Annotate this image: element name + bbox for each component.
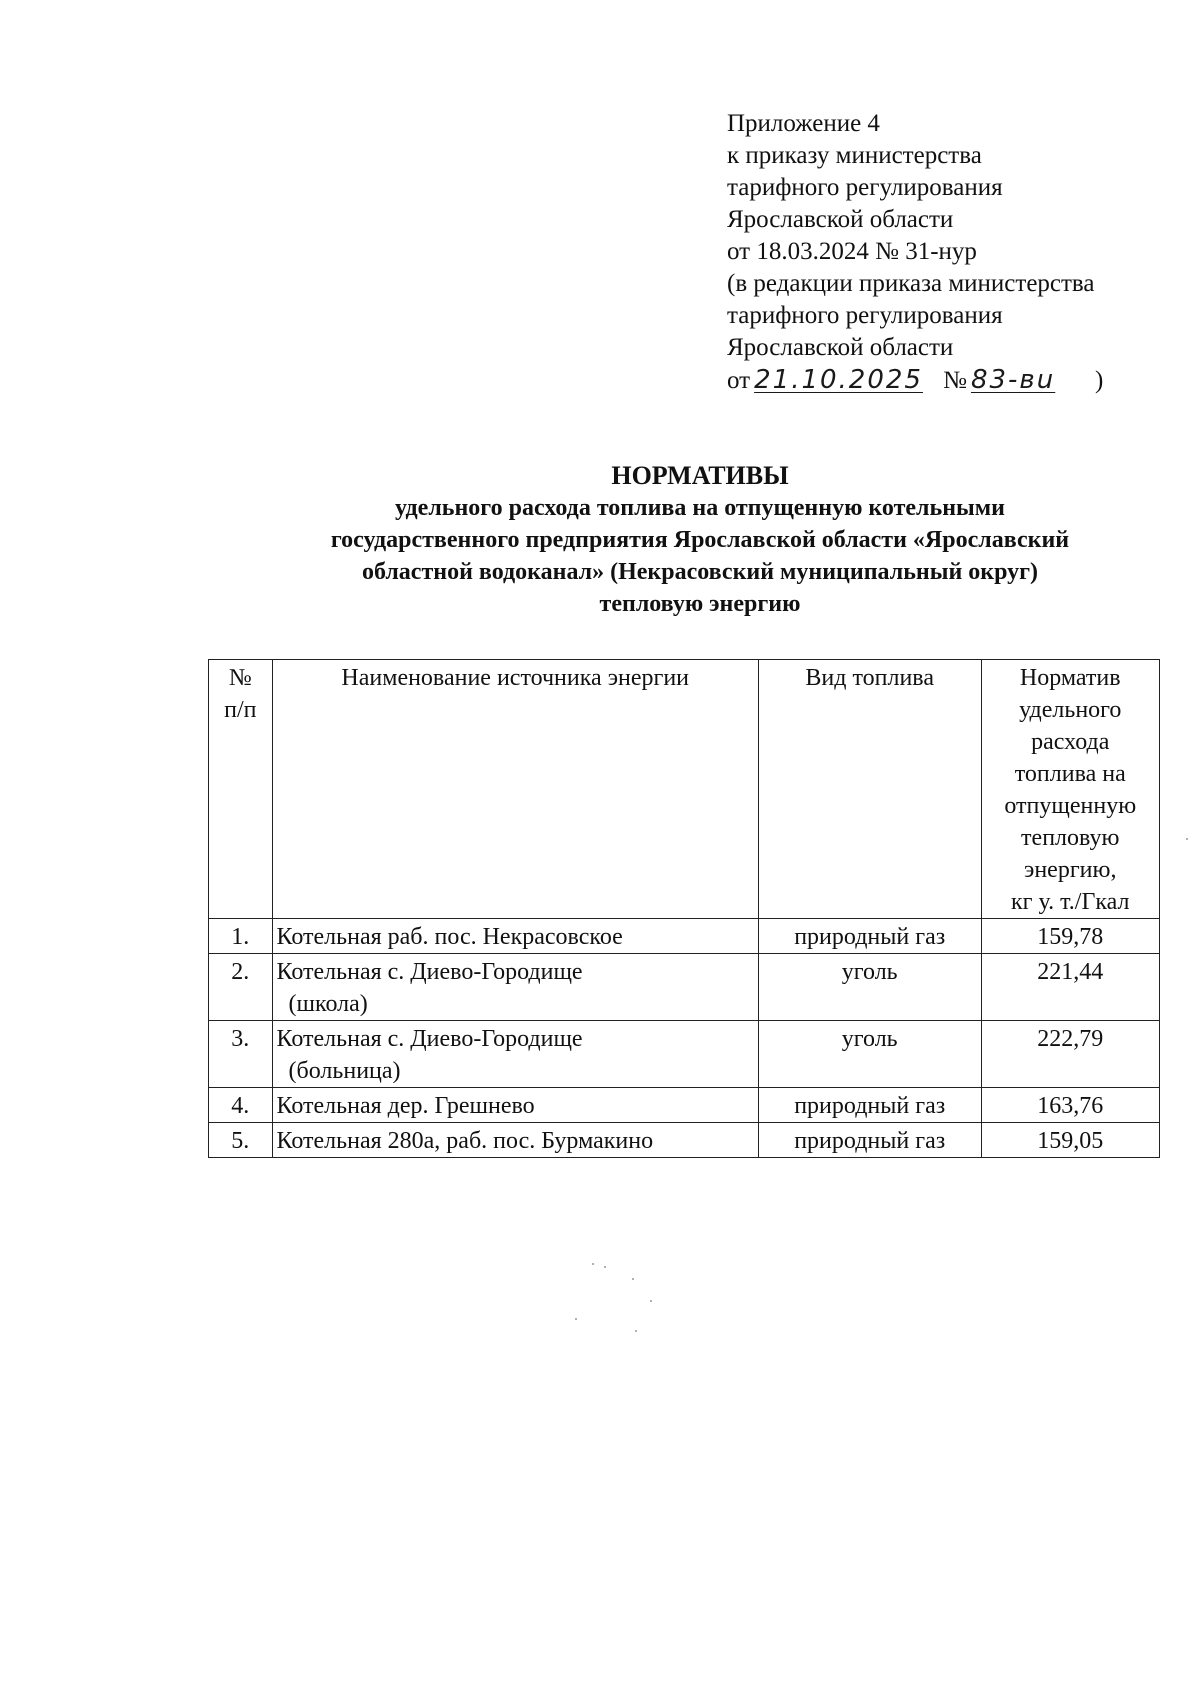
header-norm-line: расхода bbox=[1031, 729, 1110, 755]
appendix-line: Приложение 4 bbox=[727, 110, 880, 137]
scan-speck bbox=[604, 1266, 606, 1268]
heading-line: удельного расхода топлива на отпущенную котельными bbox=[395, 495, 1005, 521]
header-norm-line: удельного bbox=[1019, 697, 1122, 723]
appendix-line: Ярославской области bbox=[727, 206, 954, 233]
heading-line: областной водоканал» (Некрасовский муниципальный округ) bbox=[361, 559, 1039, 585]
header-fuel: Вид топлива bbox=[758, 660, 981, 919]
row-num: 4. bbox=[209, 1088, 273, 1123]
row-num: 3. bbox=[209, 1021, 273, 1088]
header-name: Наименование источника энергии bbox=[272, 660, 758, 919]
row-norm: 159,78 bbox=[981, 919, 1160, 954]
norms-table bbox=[208, 659, 1160, 1158]
row-name-main: Котельная дер. Грешнево bbox=[276, 1093, 535, 1119]
appendix-line: (в редакции приказа министерства bbox=[727, 270, 1095, 297]
table-row bbox=[209, 1123, 1160, 1158]
table-row bbox=[209, 1088, 1160, 1123]
table-row bbox=[209, 954, 1160, 1021]
row-fuel: уголь bbox=[758, 954, 981, 1021]
row-source-name bbox=[272, 1123, 758, 1158]
scan-speck bbox=[650, 1300, 652, 1302]
scan-speck bbox=[1186, 838, 1188, 840]
heading-line: государственного предприятия Ярославской области «Ярославский bbox=[330, 527, 1070, 553]
row-fuel: природный газ bbox=[758, 1123, 981, 1158]
row-norm: 222,79 bbox=[981, 1021, 1160, 1088]
row-name-cont: (школа) bbox=[288, 991, 368, 1017]
handwritten-date: 21.10.2025 bbox=[754, 365, 923, 395]
header-norm-line: отпущенную bbox=[1004, 793, 1137, 819]
appendix-line: к приказу министерства bbox=[727, 142, 982, 169]
table-row bbox=[209, 919, 1160, 954]
scan-speck bbox=[632, 1278, 634, 1280]
document-heading bbox=[200, 460, 1200, 620]
header-norm-line: Норматив bbox=[1019, 665, 1121, 691]
row-source-name bbox=[272, 1088, 758, 1123]
row-norm: 221,44 bbox=[981, 954, 1160, 1021]
amendment-signature-line bbox=[727, 364, 1103, 397]
row-fuel: природный газ bbox=[758, 1088, 981, 1123]
row-num: 1. bbox=[209, 919, 273, 954]
header-num bbox=[209, 660, 273, 919]
appendix-line: от 18.03.2024 № 31-нур bbox=[727, 238, 977, 265]
header-norm bbox=[981, 660, 1160, 919]
scan-speck bbox=[575, 1318, 577, 1320]
number-label: № bbox=[943, 367, 967, 394]
sign-suffix: ) bbox=[1094, 367, 1104, 394]
row-fuel: уголь bbox=[758, 1021, 981, 1088]
row-num: 2. bbox=[209, 954, 273, 1021]
row-norm: 159,05 bbox=[981, 1123, 1160, 1158]
row-norm: 163,76 bbox=[981, 1088, 1160, 1123]
handwritten-order-number: 83-вu bbox=[970, 365, 1056, 395]
header-num-line: № bbox=[228, 665, 252, 691]
scan-speck bbox=[635, 1330, 637, 1332]
header-norm-line: кг у. т./Гкал bbox=[1011, 889, 1130, 915]
appendix-line: Ярославской области bbox=[727, 334, 954, 361]
row-source-name bbox=[272, 919, 758, 954]
header-norm-line: топлива на bbox=[1014, 761, 1126, 787]
scan-speck bbox=[592, 1263, 594, 1265]
row-name-main: Котельная 280а, раб. пос. Бурмакино bbox=[276, 1128, 654, 1154]
row-name-main: Котельная с. Диево-Городище bbox=[276, 1026, 583, 1052]
row-num: 5. bbox=[209, 1123, 273, 1158]
appendix-line: тарифного регулирования bbox=[727, 174, 1003, 201]
sign-prefix: от bbox=[727, 367, 751, 394]
table-header-row bbox=[209, 660, 1160, 919]
row-source-name bbox=[272, 954, 758, 1021]
table-row bbox=[209, 1021, 1160, 1088]
heading-line: тепловую энергию bbox=[599, 591, 801, 617]
appendix-block bbox=[727, 108, 1103, 397]
document-title: НОРМАТИВЫ bbox=[611, 461, 789, 490]
header-num-line: п/п bbox=[224, 697, 257, 723]
row-name-main: Котельная с. Диево-Городище bbox=[276, 959, 583, 985]
row-name-main: Котельная раб. пос. Некрасовское bbox=[276, 924, 623, 950]
row-fuel: природный газ bbox=[758, 919, 981, 954]
appendix-line: тарифного регулирования bbox=[727, 302, 1003, 329]
header-norm-line: тепловую bbox=[1021, 825, 1120, 851]
row-name-cont: (больница) bbox=[288, 1058, 401, 1084]
row-source-name bbox=[272, 1021, 758, 1088]
header-norm-line: энергию, bbox=[1024, 857, 1117, 883]
